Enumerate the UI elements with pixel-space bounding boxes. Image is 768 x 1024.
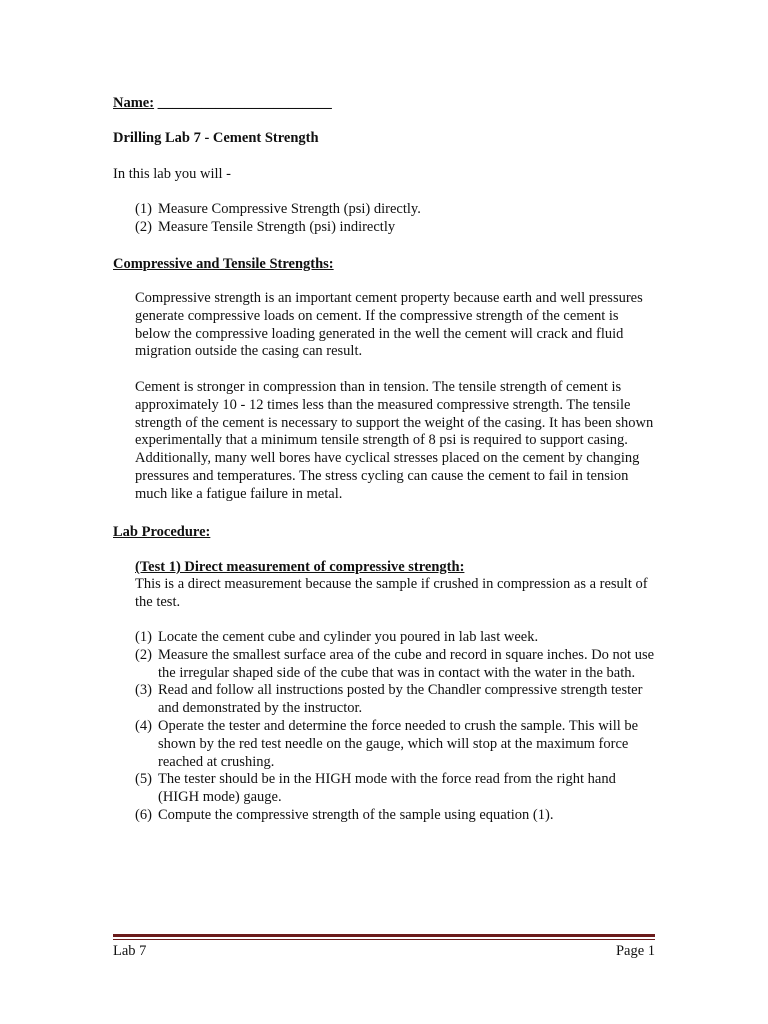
footer-rule-thin [113,939,655,940]
objectives-list [135,201,660,237]
list-item-number: (6) [135,806,152,823]
list-item-number: (3) [135,682,152,699]
list-item [135,682,660,718]
footer-rule-thick [113,934,655,937]
list-item-text: Locate the cement cube and cylinder you poured in lab last week. [158,629,539,645]
list-item [135,629,660,647]
list-item-number: (1) [135,629,152,645]
list-item-text: Measure Tensile Strength (psi) indirectly [158,218,396,235]
list-item [135,718,660,771]
name-field-line [113,94,332,112]
list-item-number: (2) [135,646,152,663]
list-item [135,807,660,825]
list-item-text: Read and follow all instructions posted by the Chandler compressive strength tester and demonstrated by the instructor. [158,682,643,717]
name-label: Name: [113,95,155,111]
list-item-number: (2) [135,218,152,235]
document-title: Drilling Lab 7 - Cement Strength [113,130,319,146]
section-heading-strengths: Compressive and Tensile Strengths: [113,256,334,272]
list-item-number: (4) [135,717,152,734]
test1-heading: (Test 1) Direct measurement of compressive strength: [135,559,465,575]
paragraph-compressive: Compressive strength is an important cement property because earth and well pressures generate compressive loads on cement. If the compressive strength of the cement is below the compressive loading generated in the well the cement will crack and fluid migration outside the casing can result. [135,290,643,360]
intro-lead: In this lab you will - [113,166,232,182]
list-item-text: Compute the compressive strength of the sample using equation (1). [158,806,554,823]
list-item-text: Operate the tester and determine the force needed to crush the sample. This will be shown by the red test needle on the gauge, which will stop at the maximum force reached at crushing. [158,717,639,770]
procedure-steps-list [135,629,660,825]
section-heading-procedure: Lab Procedure: [113,524,211,540]
list-item [135,201,660,219]
list-item [135,771,660,807]
paragraph-tensile: Cement is stronger in compression than in tension. The tensile strength of cement is approximately 10 - 12 times less than the measured compressive strength. The tensile strength of the cement is necessary to support the weight of the casing. It has been shown experimentally that a minimum tensile strength of 8 psi is required to support casing. Additionally, many well bores have cyclical stresses placed on the cement by changing pressures and temperatures. The stress cycling can cause the cement to fail in tension much like a fatigue failure in metal. [135,379,654,502]
list-item [135,647,660,683]
list-item-number: (5) [135,771,152,788]
list-item-text: The tester should be in the HIGH mode with the force read from the right hand (HIGH mode) gauge. [158,771,616,806]
test1-intro: This is a direct measurement because the sample if crushed in compression as a result of the test. [135,576,648,610]
footer-page-number: Page 1 [615,943,655,959]
list-item [135,219,660,237]
list-item-text: Measure the smallest surface area of the cube and record in square inches. Do not use the irregular shaped side of the cube that was in contact with the water in the bath. [158,646,655,681]
list-item-text: Measure Compressive Strength (psi) directly. [158,201,421,217]
name-blank: ________________________ [157,95,332,111]
footer-left-label: Lab 7 [113,943,147,959]
list-item-number: (1) [135,201,152,217]
